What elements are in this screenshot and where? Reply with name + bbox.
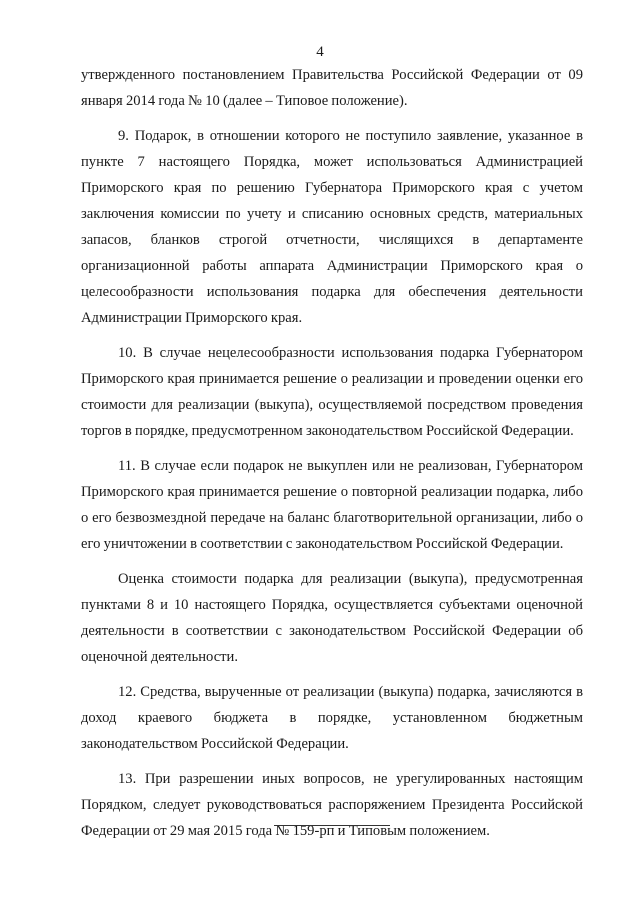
paragraph-gap [81, 114, 583, 123]
paragraph-gap [81, 557, 583, 566]
end-of-document-rule [274, 825, 390, 826]
document-body [81, 62, 583, 844]
paragraph-gap [81, 444, 583, 453]
paragraph-valuation: Оценка стоимости подарка для реализации (выкупа), предусмотренная пунктами 8 и 10 настоящего Порядка, осуществляется субъектами оценочной деятельности в соответствии с законодательством Российской Федерации об оценочной деятельности. [81, 571, 583, 665]
paragraph-item-12: 12. Средства, вырученные от реализации (выкупа) подарка, зачисляются в доход краевого бюджета в порядке, установленном бюджетным законодательством Российской Федерации. [81, 684, 583, 752]
paragraph-gap [81, 757, 583, 766]
paragraph-item-11: 11. В случае если подарок не выкуплен или не реализован, Губернатором Приморского края принимается решение о повторной реализации подарка, либо о его безвозмездной передаче на баланс благотворительной организации, либо о его уничтожении в соответствии с законодательством Российской Федерации. [81, 458, 583, 552]
paragraph-item-9: 9. Подарок, в отношении которого не поступило заявление, указанное в пункте 7 настоящего Порядка, может использоваться Администрацией Приморского края по решению Губернатора Приморского края с учетом заключения комиссии по учету и списанию основных средств, материальных запасов, бланков строгой отчетности, числящихся в департаменте организационной работы аппарата Администрации Приморского края о целесообразности использования подарка для обеспечения деятельности Администрации Приморского края. [81, 128, 583, 326]
paragraph-gap [81, 670, 583, 679]
page-number: 4 [316, 44, 324, 60]
paragraph-gap [81, 331, 583, 340]
paragraph-item-13: 13. При разрешении иных вопросов, не урегулированных настоящим Порядком, следует руководствоваться распоряжением Президента Российской Федерации от 29 мая 2015 года № 159-рп и Типовым положением. [81, 771, 583, 839]
paragraph-continuation: утвержденного постановлением Правительства Российской Федерации от 09 января 2014 года № 10 (далее – Типовое положение). [81, 67, 583, 109]
paragraph-item-10: 10. В случае нецелесообразности использования подарка Губернатором Приморского края принимается решение о реализации и проведении оценки его стоимости для реализации (выкупа), осуществляемой посредством проведения торгов в порядке, предусмотренном законодательством Российской Федерации. [81, 345, 583, 439]
